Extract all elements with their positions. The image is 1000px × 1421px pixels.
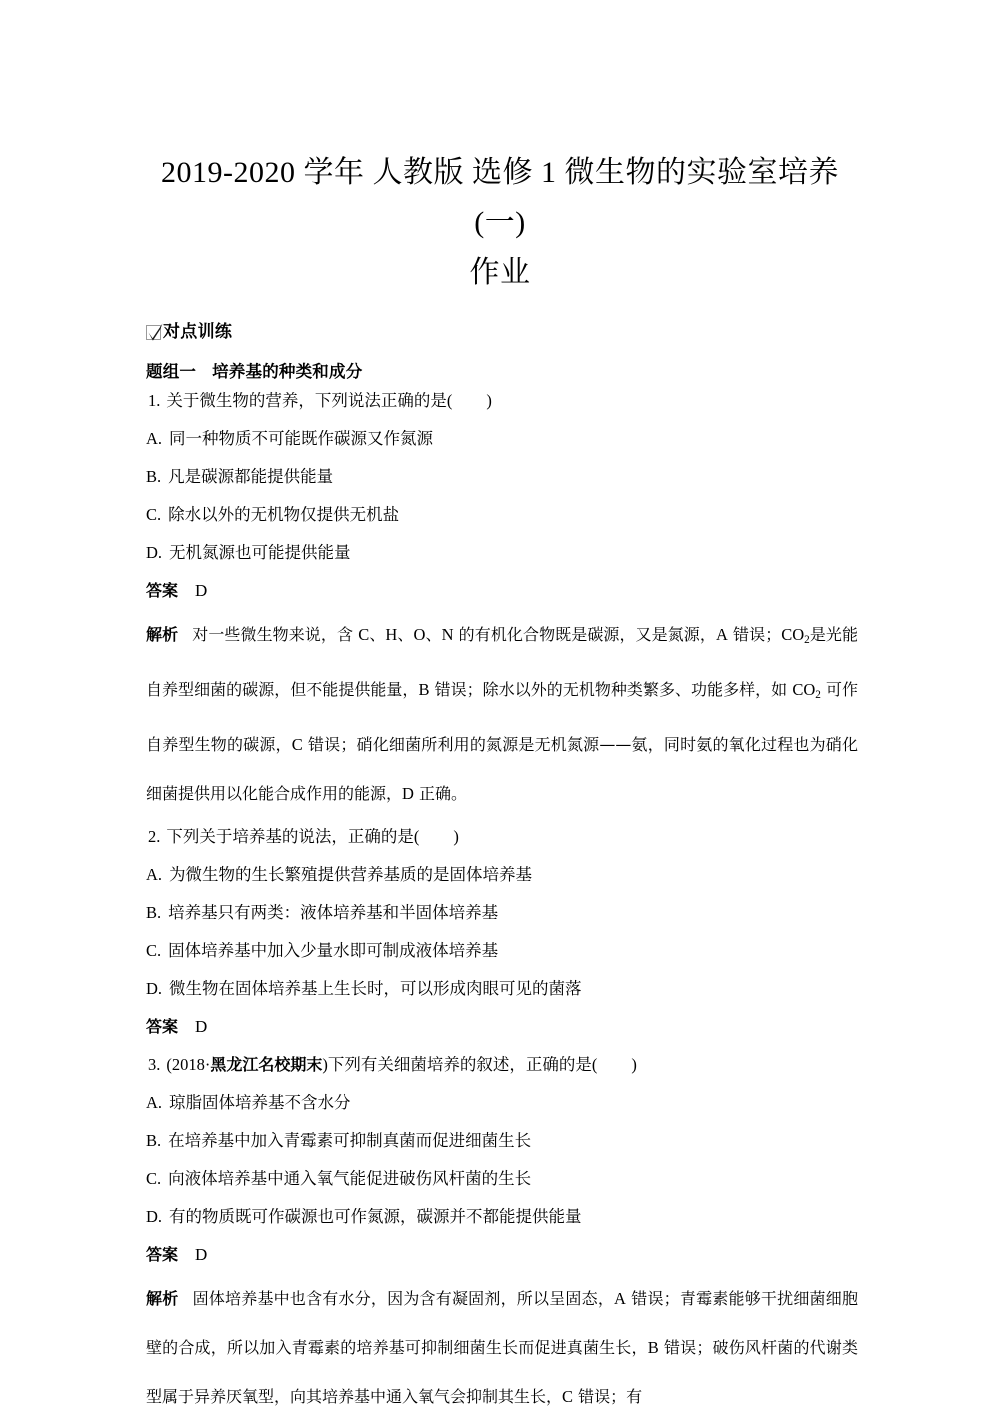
explanation-segment: 、 [397,625,414,644]
section-header-label: 对点训练 [163,322,233,342]
explanation-segment: 错误； [727,625,782,644]
option-letter: B. [146,1131,162,1151]
explanation-segment: 正确。 [413,784,468,804]
question-group-header [0,358,1000,382]
explanation-latin: C [358,625,370,644]
explanation-segment: 错误；青霉素能够干扰细菌细胞壁的合成，所以加入青霉素的培养基可抑制细菌生长而促进真菌生长， [146,1289,858,1358]
questions-list [0,382,1000,1421]
option-text: 微生物在固体培养基上生长时，可以形成肉眼可见的菌落 [169,979,582,999]
answer-value: D [195,581,208,600]
option-text: 除水以外的无机物仅提供无机盐 [168,505,400,524]
option-letter: C. [146,505,162,524]
question-number: 3. [148,1055,161,1075]
answer-value: D [195,1017,208,1037]
option-item[interactable] [0,894,1000,932]
answer-line [0,572,1000,610]
question-stem-close: ) [486,391,492,410]
question-number: 1. [148,391,161,410]
explanation-block [0,1274,1000,1421]
question-stem [0,382,1000,420]
explanation-segment: 、 [369,625,386,644]
explanation-segment: 错误；硝化细菌所利用的氮源是无机氮源——氨，同时氨的氧化过程也为硝化细菌提供用以化能合成作用的能源， [146,735,858,804]
answer-label: 答案 [146,1017,179,1037]
formula-subscript: 2 [804,634,810,647]
explanation-latin: O [413,625,426,644]
option-item[interactable] [0,534,1000,572]
formula-base: CO [781,625,805,644]
explanation-latin: C [562,1387,574,1407]
explanation-text [146,1289,858,1406]
option-item[interactable] [0,1084,1000,1122]
question-stem-text: 下列有关细菌培养的叙述，正确的是( [327,1055,598,1075]
explanation-segment: 错误；破伤风杆菌的代谢类型属于异养厌氧型，向其培养基中通入氧气会抑制其生长， [146,1338,858,1407]
formula-subscript: 2 [815,689,821,702]
explanation-latin: C [291,735,303,755]
option-letter: C. [146,1169,162,1189]
formula-base: CO [792,680,816,700]
option-letter: B. [146,903,162,923]
question-group-number: 题组一 [146,362,197,381]
option-letter: A. [146,865,163,885]
option-item[interactable] [0,420,1000,458]
explanation-label: 解析 [146,625,179,644]
question-stem-close: ) [453,827,459,847]
explanation-latin: D [402,784,414,804]
option-item[interactable] [0,458,1000,496]
explanation-segment: 固体培养基中也含有水分，因为含有凝固剂，所以呈固态， [192,1289,615,1309]
question-stem-close: ) [631,1055,637,1075]
page-title-line-2: 作业 [469,256,531,289]
question-stem-text: 关于微生物的营养，下列说法正确的是( [166,391,453,410]
option-text: 为微生物的生长繁殖提供营养基质的是固体培养基 [169,865,533,885]
option-text: 同一种物质不可能既作碳源又作氮源 [169,429,434,448]
option-item[interactable] [0,856,1000,894]
page-title [0,0,1000,298]
option-letter: A. [146,429,163,448]
explanation-segment: 错误；有 [573,1387,643,1407]
option-text: 向液体培养基中通入氧气能促进破伤风杆菌的生长 [168,1169,532,1189]
option-text: 固体培养基中加入少量水即可制成液体培养基 [168,941,499,961]
question-source: 黑龙江名校期末 [210,1055,323,1075]
answer-line [0,1008,1000,1046]
option-letter: A. [146,1093,163,1113]
page-title-line-1: 2019-2020 学年 人教版 选修 1 微生物的实验室培养(一) [161,156,839,239]
chemical-formula [792,680,821,702]
question-stem-text: 下列关于培养基的说法，正确的是( [166,827,420,847]
question-source-close: ) [322,1055,328,1075]
section-header [0,324,1000,341]
option-letter: D. [146,543,163,562]
checkbox-check-icon [146,325,161,340]
question-block [0,382,1000,818]
explanation-segment: 可作自养型生物的碳源， [146,680,858,755]
option-item[interactable] [0,970,1000,1008]
question-source-open: (2018· [166,1055,211,1075]
explanation-latin: H [385,625,398,644]
option-letter: B. [146,467,162,486]
explanation-block [0,610,1000,818]
explanation-latin: A [715,625,728,644]
explanation-latin: N [441,625,454,644]
option-text: 无机氮源也可能提供能量 [169,543,351,562]
option-item[interactable] [0,1160,1000,1198]
option-item[interactable] [0,1122,1000,1160]
answer-line [0,1236,1000,1274]
option-text: 在培养基中加入青霉素可抑制真菌而促进细菌生长 [168,1131,532,1151]
chemical-formula [781,625,810,647]
option-item[interactable] [0,496,1000,534]
explanation-segment: 是光能自养型细菌的碳源，但不能提供能量， [146,625,858,700]
explanation-label: 解析 [146,1289,179,1309]
option-letter: C. [146,941,162,961]
option-item[interactable] [0,932,1000,970]
option-item[interactable] [0,1198,1000,1236]
explanation-text [146,625,858,803]
explanation-latin: B [418,680,430,700]
explanation-latin: B [647,1338,659,1358]
question-stem [0,1046,1000,1084]
question-group-name: 培养基的种类和成分 [212,362,363,381]
option-list [0,420,1000,572]
option-text: 培养基只有两类：液体培养基和半固体培养基 [168,903,499,923]
option-text: 有的物质既可作碳源也可作氮源，碳源并不都能提供能量 [169,1207,582,1227]
option-list [0,1084,1000,1236]
question-stem [0,818,1000,856]
question-block [0,1046,1000,1421]
explanation-segment: 、 [425,625,442,644]
question-number: 2. [148,827,161,847]
explanation-latin: A [614,1289,626,1309]
answer-value: D [195,1245,208,1265]
answer-label: 答案 [146,581,179,600]
option-text: 凡是碳源都能提供能量 [168,467,334,486]
explanation-segment: 错误；除水以外的无机物种类繁多、功能多样，如 [429,680,793,700]
option-text: 琼脂固体培养基不含水分 [169,1093,351,1113]
explanation-segment: 对一些微生物来说，含 [192,625,359,644]
option-letter: D. [146,1207,163,1227]
option-letter: D. [146,979,163,999]
explanation-segment: 的有机化合物既是碳源，又是氮源， [453,625,716,644]
question-block [0,818,1000,1046]
answer-label: 答案 [146,1245,179,1265]
option-list [0,856,1000,1008]
